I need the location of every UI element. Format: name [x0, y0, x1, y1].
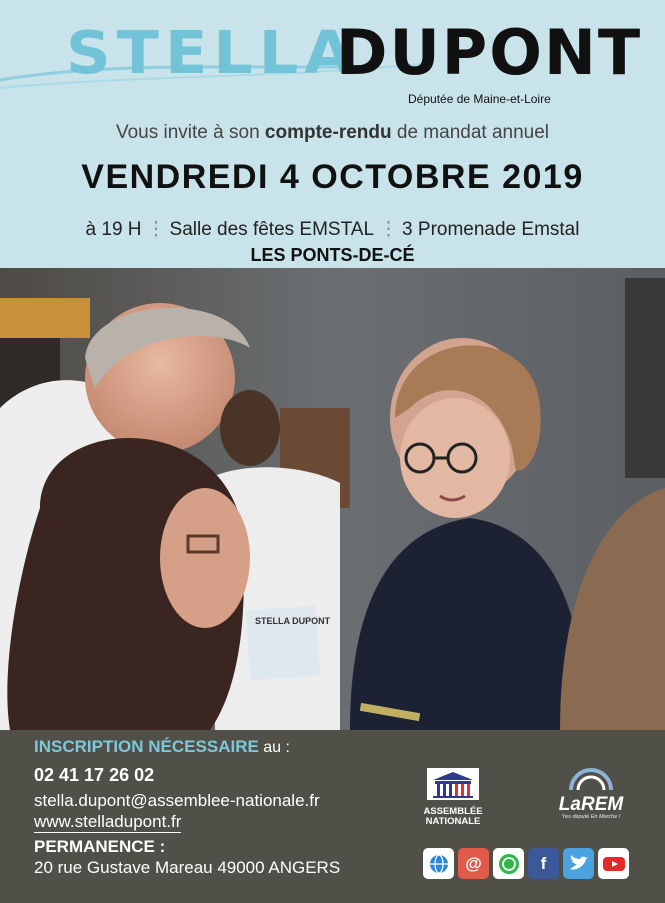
twitter-icon[interactable] [563, 848, 594, 879]
phone-number[interactable]: 02 41 17 26 02 [34, 765, 155, 785]
facebook-icon[interactable]: f [528, 848, 559, 879]
invite-line [0, 122, 665, 144]
footer-section [0, 730, 665, 903]
whatsapp-icon[interactable] [493, 848, 524, 879]
event-venue: Salle des fêtes EMSTAL [169, 219, 375, 240]
event-place [0, 218, 665, 241]
event-time: à 19 H [85, 219, 142, 240]
assemblee-line2: NATIONALE [425, 815, 481, 827]
larem-name: LaREM [558, 794, 624, 815]
event-city: LES PONTS-DE-CÉ [250, 245, 415, 265]
header-section [0, 0, 665, 305]
assemblee-building-icon [425, 768, 481, 800]
social-links [423, 848, 629, 879]
event-date: VENDREDI 4 OCTOBRE 2019 [81, 158, 584, 196]
permanence-label: PERMANENCE : [34, 837, 166, 856]
separator: ⋮ [146, 219, 165, 240]
invite-before: Vous invite à son [115, 122, 265, 143]
role-subtitle: Députée de Maine-et-Loire [408, 92, 551, 106]
email-link[interactable]: stella.dupont@assemblee-nationale.fr [34, 791, 320, 810]
inscription-label: INSCRIPTION NÉCESSAIRE [34, 737, 259, 756]
invite-bold: compte-rendu [264, 122, 392, 143]
youtube-icon[interactable] [598, 848, 629, 879]
larem-arc-icon [566, 768, 616, 790]
invite-after: de mandat annuel [391, 122, 550, 143]
event-photo [0, 268, 665, 730]
assemblee-nationale-logo [420, 768, 486, 827]
separator: ⋮ [379, 219, 398, 240]
larem-logo [553, 768, 629, 820]
permanence-address: 20 rue Gustave Mareau 49000 ANGERS [34, 858, 341, 877]
email-icon[interactable]: @ [458, 848, 489, 879]
inscription-heading [34, 737, 290, 757]
website-link[interactable]: www.stelladupont.fr [34, 812, 182, 831]
inscription-suffix: au : [258, 739, 290, 756]
event-address: 3 Promenade Emstal [402, 219, 580, 240]
flyer-text: STELLA DUPONT [255, 616, 331, 626]
name-last: DUPONT [336, 16, 643, 89]
name-first: STELLA [66, 17, 359, 88]
globe-icon[interactable] [423, 848, 454, 879]
larem-tagline: Yes député En Marche ! [561, 814, 621, 820]
assemblee-line1: ASSEMBLÉE [423, 806, 483, 817]
